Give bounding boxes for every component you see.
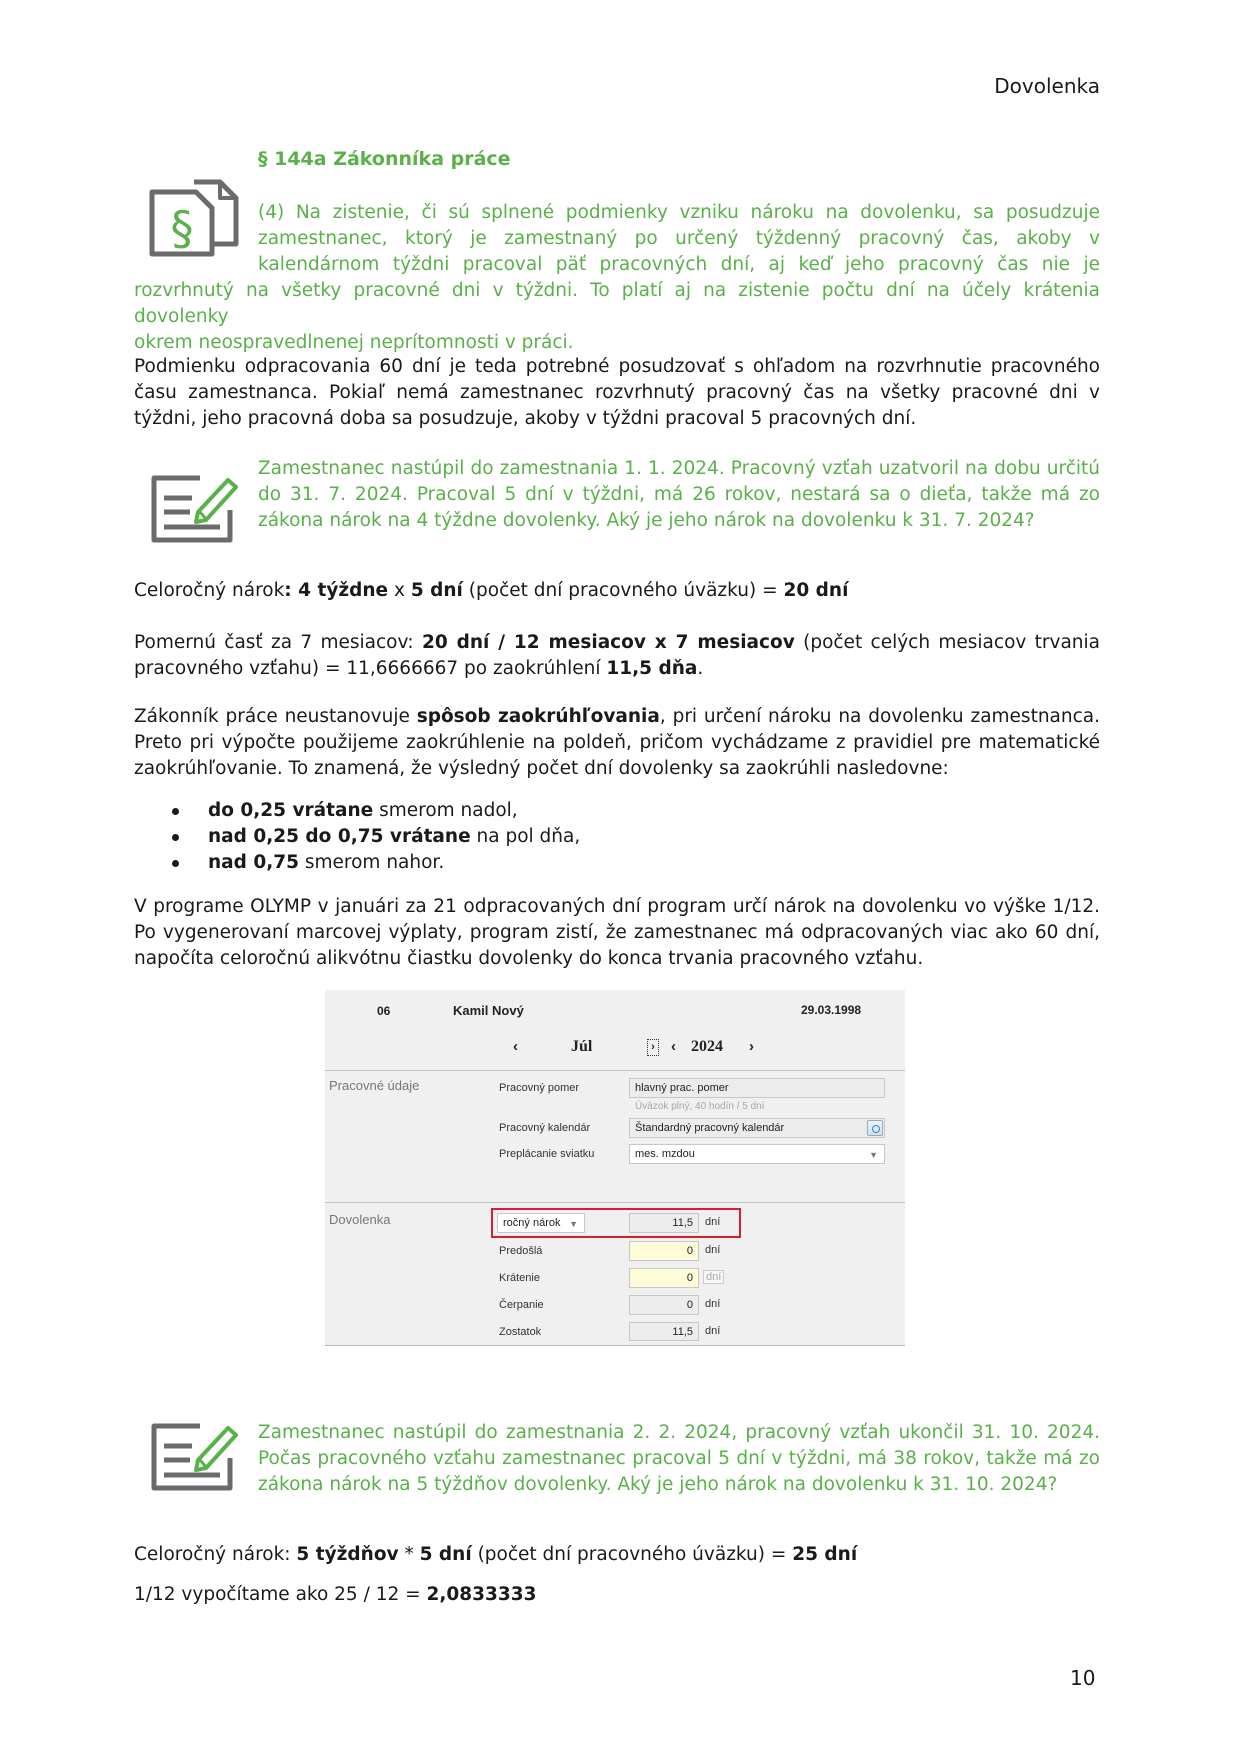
used-vacation-value[interactable]: 0 (629, 1295, 699, 1315)
rounding-emphasis: spôsob zaokrúhľovania (416, 706, 660, 727)
rounding-rule-item (134, 824, 580, 850)
entitlement-type-value: ročný nárok (503, 1217, 561, 1229)
law-quote-text (134, 200, 1100, 356)
example-1-text: Zamestnanec nastúpil do zamestnania 1. 1. 2024. Pracovný vzťah uzatvoril na dobu určitú do 31. 7. 2024. Pracoval 5 dní v týždni, má 26 rokov, nestará sa o dieťa, takže má zo zákona nárok na 4 týždne dovolenky. Aký je jeho nárok na dovolenku k 31. 7. 2024? (258, 458, 1100, 531)
calc-monthly-share (134, 1582, 1100, 1608)
rule-action: smerom nadol, (373, 800, 518, 821)
divider (325, 1202, 905, 1203)
edit-note-icon (150, 1420, 240, 1492)
field-label: Čerpanie (499, 1299, 544, 1311)
workload-hint: Úväzok plný, 40 hodín / 5 dní (635, 1101, 765, 1112)
page-number: 10 (1070, 1666, 1096, 1690)
calc-colon: : (284, 580, 292, 601)
calc-label: Celoročný nárok (134, 580, 285, 601)
next-year-icon[interactable]: › (749, 1038, 754, 1055)
calc-suffix: . (697, 658, 704, 679)
holiday-payment-value: mes. mzdou (635, 1148, 695, 1160)
bullet-icon (172, 860, 179, 867)
running-header: Dovolenka (994, 74, 1100, 98)
chevron-down-icon: ▼ (869, 1150, 878, 1160)
rounding-text: , pri určení nároku na dovolenku zamestnanca. Preto pri výpočte použijeme zaokrúhlenie na poldeň, pričom vychádzame z pravidiel pre matematické zaokrúhľovanie. To znamená, že výsledný počet dní dovolenky sa zaokrúhli nasledovne: (134, 706, 1100, 779)
employment-type-field[interactable]: hlavný prac. pomer (629, 1078, 885, 1098)
rule-condition: nad 0,75 (208, 852, 299, 873)
focus-arrow-icon[interactable]: › (647, 1039, 659, 1056)
rounding-rules-list (134, 798, 580, 876)
calc-label: Pomernú časť za 7 mesiacov: (134, 632, 422, 653)
reduction-input[interactable]: 0 (629, 1268, 699, 1288)
svg-text:§: § (170, 201, 194, 255)
field-label: Krátenie (499, 1272, 540, 1284)
previous-vacation-input[interactable]: 0 (629, 1241, 699, 1261)
calc-label: Celoročný nárok: (134, 1544, 297, 1565)
rule-condition: nad 0,25 do 0,75 vrátane (208, 826, 471, 847)
unit-label-disabled: dní (703, 1270, 724, 1284)
rule-action: na pol dňa, (470, 826, 581, 847)
employee-code: 06 (377, 1004, 391, 1018)
rule-condition: do 0,25 vrátane (208, 800, 374, 821)
rounding-rule-item (134, 850, 580, 876)
law-quote-line: zamestnanec, ktorý je zamestnaný po určený týždenný pracovný čas, akoby v (258, 228, 1100, 249)
unit-label: dní (705, 1216, 721, 1228)
law-quote-line: rozvrhnutý na všetky pracovné dni v týždni. To platí aj na zistenie počtu dní na účely krátenia dovolenky (134, 280, 1100, 327)
rounding-paragraph (134, 704, 1100, 782)
divider (325, 1070, 905, 1071)
calc-result: 11,5 dňa (606, 658, 698, 679)
unit-label: dní (705, 1298, 721, 1310)
calc-note: (počet dní pracovného úväzku) = (471, 1544, 793, 1565)
section-label-work: Pracovné údaje (329, 1078, 420, 1093)
remaining-vacation-value[interactable]: 11,5 (629, 1322, 699, 1341)
holiday-payment-select[interactable] (629, 1144, 885, 1164)
field-label: Pracovný kalendár (499, 1122, 591, 1134)
olymp-screenshot (325, 990, 905, 1346)
bullet-icon (172, 808, 179, 815)
field-label: Pracovný pomer (499, 1082, 580, 1094)
lookup-icon[interactable] (867, 1120, 883, 1136)
example-2-text: Zamestnanec nastúpil do zamestnania 2. 2. 2024, pracovný vzťah ukončil 31. 10. 2024. Počas pracovného vzťahu zamestnanec pracoval 5 dní v týždni, má 38 rokov, takže má zo zákona nárok na 5 týždňov dovolenky. Aký je jeho nárok na dovolenku k 31. 10. 2024? (258, 1422, 1100, 1495)
calc-days: 5 dní (410, 580, 463, 601)
edit-note-icon (150, 472, 240, 544)
law-heading: § 144a Zákonníka práce (258, 148, 511, 170)
chevron-down-icon: ▼ (569, 1219, 578, 1229)
section-label-vacation: Dovolenka (329, 1212, 391, 1227)
month-label: Júl (571, 1038, 593, 1055)
law-quote-line: okrem neospravedlnenej neprítomnosti v práci. (134, 332, 574, 353)
rounding-rule-item (134, 798, 580, 824)
calc-formula: 20 dní / 12 mesiacov x 7 mesiacov (421, 632, 795, 653)
calc-weeks: 5 týždňov (296, 1544, 399, 1565)
calc-note: (počet dní pracovného úväzku) = (462, 580, 784, 601)
paragraph-olymp: V programe OLYMP v januári za 21 odpracovaných dní program určí nárok na dovolenku vo výške 1/12. Po vygenerovaní marcovej výplaty, program zistí, že zamestnanec má odpracovaných viac ako 60 dní, napočíta celoročnú alikvótnu čiastku dovolenky do konca trvania pracovného vzťahu. (134, 896, 1100, 969)
calc-label: 1/12 vypočítame ako 25 / 12 = (134, 1584, 427, 1605)
calc-proportional-part (134, 630, 1100, 682)
calc-result: 25 dní (792, 1544, 858, 1565)
work-calendar-field[interactable] (629, 1118, 885, 1138)
unit-label: dní (705, 1325, 721, 1337)
rounding-text: Zákonník práce neustanovuje (134, 706, 417, 727)
prev-year-icon[interactable]: ‹ (671, 1038, 676, 1055)
bullet-icon (172, 834, 179, 841)
field-label: Preplácanie sviatku (499, 1148, 595, 1160)
prev-month-icon[interactable]: ‹ (513, 1038, 518, 1055)
employee-name: Kamil Nový (453, 1003, 524, 1018)
calc-result: 2,0833333 (426, 1584, 537, 1605)
calc-annual-entitlement-2 (134, 1542, 1100, 1568)
calc-annual-entitlement-1 (134, 578, 1100, 604)
entitlement-type-select[interactable] (497, 1213, 585, 1233)
field-label: Predošlá (499, 1245, 543, 1257)
unit-label: dní (705, 1244, 721, 1256)
year-label: 2024 (691, 1038, 723, 1055)
field-label: Zostatok (499, 1326, 542, 1338)
paragraph-work-schedule: Podmienku odpracovania 60 dní je teda potrebné posudzovať s ohľadom na rozvrhnutie pracovného času zamestnanca. Pokiaľ nemá zamestnanec rozvrhnutý pracovný čas na všetky pracovné dni v týždni, jeho pracovná doba sa posudzuje, akoby v týždni pracoval 5 pracovných dní. (134, 356, 1100, 429)
rule-action: smerom nahor. (298, 852, 445, 873)
calc-operator: * (398, 1544, 420, 1565)
calc-result: 20 dní (783, 580, 849, 601)
employee-birth-date: 29.03.1998 (801, 1003, 862, 1017)
annual-entitlement-value[interactable]: 11,5 (629, 1213, 699, 1233)
law-quote-line: kalendárnom týždni pracoval päť pracovných dní, aj keď jeho pracovný čas nie je (258, 254, 1100, 275)
calc-note: (počet celých mesiacov trvania pracovného vzťahu) = 11,6666667 po zaokrúhlení (134, 632, 1101, 679)
calc-operator: x (388, 580, 411, 601)
work-calendar-value: Štandardný pracovný kalendár (635, 1122, 785, 1134)
calc-days: 5 dní (419, 1544, 472, 1565)
law-quote-line: (4) Na zistenie, či sú splnené podmienky vzniku nároku na dovolenku, sa posudzuje (258, 202, 1100, 223)
calc-weeks: 4 týždne (298, 580, 389, 601)
